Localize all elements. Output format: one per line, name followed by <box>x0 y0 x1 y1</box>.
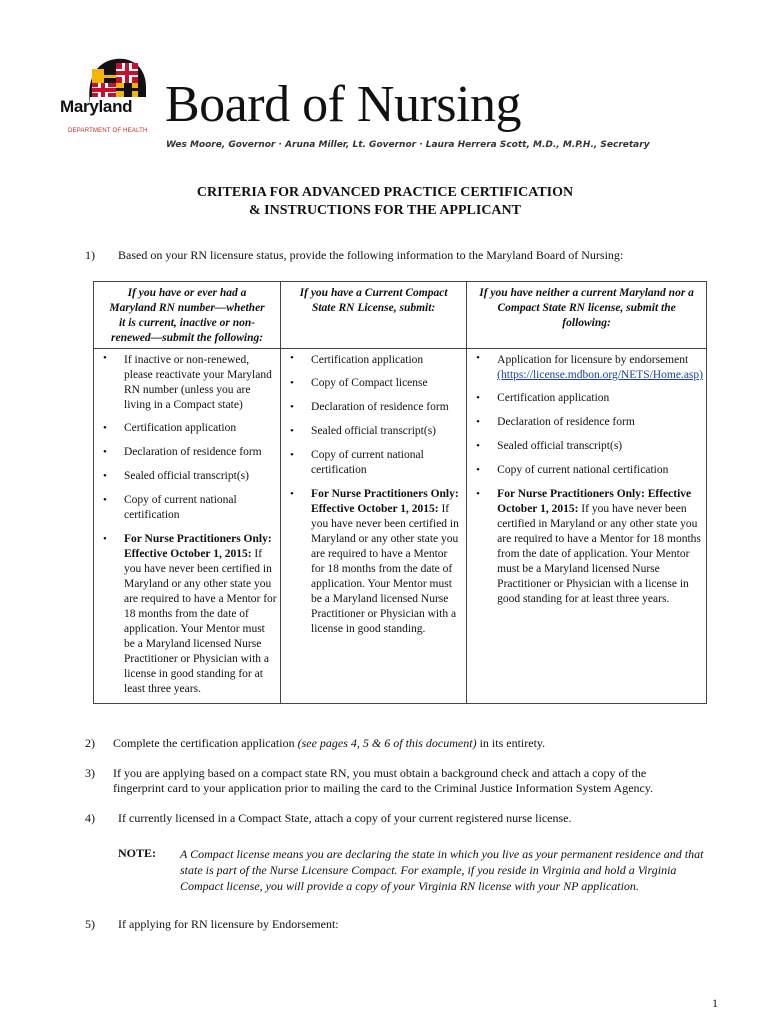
col1-list <box>97 351 277 701</box>
item-3-line1: If you are applying based on a compact state RN, you must obtain a background check and attach a copy of the <box>113 766 647 780</box>
logo-department: DEPARTMENT OF HEALTH <box>68 128 148 134</box>
col2-list <box>284 351 463 637</box>
page-number: 1 <box>712 996 718 1010</box>
page-title: Board of Nursing <box>165 76 521 133</box>
item-5-number: 5) <box>85 917 95 931</box>
item-2-text: Complete the certification application (see pages 4, 5 & 6 of this document) in its entirety. <box>113 736 546 750</box>
list-item: • For Nurse Practitioners Only: Effective October 1, 2015: If you have never been certified in Maryland or any other state you are required to have a Mentor for 18 months from the date of application. Your Mentor must be a Maryland licensed Nurse Practitioner or Physician with a license in good standing for at least three years. <box>97 532 277 701</box>
list-item: • Sealed official transcript(s) <box>284 424 463 439</box>
list-item: • Certification application <box>284 351 463 368</box>
list-item: • For Nurse Practitioners Only: Effective October 1, 2015: If you have never been certified in Maryland or any other state you are required to have a Mentor for 18 months from the date of application. Your Mentor must be a Maryland licensed Nurse Practitioner or Physician with a license in good standing. <box>284 487 463 637</box>
list-item: • Copy of current national certification <box>470 463 703 478</box>
list-item: • Sealed official transcript(s) <box>470 439 703 454</box>
item-3-line2: fingerprint card to your application prior to mailing the card to the Criminal Justice Information System Agency. <box>113 781 654 795</box>
maryland-logo <box>60 57 160 137</box>
list-item: • Certification application <box>97 421 277 436</box>
list-item: • Copy of Compact license <box>284 376 463 391</box>
item-4-text: If currently licensed in a Compact State, attach a copy of your current registered nurse license. <box>118 811 572 825</box>
document-title-line2: & INSTRUCTIONS FOR THE APPLICANT <box>248 203 521 218</box>
list-item: • Declaration of residence form <box>284 400 463 415</box>
item-1-text: Based on your RN licensure status, provide the following information to the Maryland Board of Nursing: <box>118 248 624 262</box>
item-1-number: 1) <box>85 248 95 262</box>
col2-body <box>281 349 467 704</box>
logo-wordmark: Maryland <box>60 97 133 116</box>
item-4-number: 4) <box>85 811 95 825</box>
col3-list <box>470 351 703 607</box>
col1-body <box>94 349 281 704</box>
list-item: • Copy of current national certification <box>284 448 463 478</box>
col2-header-cell <box>281 282 467 349</box>
criteria-table <box>93 281 707 704</box>
note-text: A Compact license means you are declaring the state in which you live as your permanent residence and that state is part of the Nurse Licensure Compact. For example, if you reside in Virginia and hold a Virginia Compact license, you will provide a copy of your Virginia RN license with your NP application. <box>180 847 704 893</box>
list-item: • If inactive or non-renewed, please reactivate your Maryland RN number (unless you are living in a Compact state) <box>97 351 277 413</box>
list-item: • Application for licensure by endorsement (https://license.mdbon.org/NETS/Home.asp) <box>470 351 703 383</box>
note-label: NOTE: <box>118 846 157 860</box>
document-title-line1: CRITERIA FOR ADVANCED PRACTICE CERTIFICATION <box>196 185 574 200</box>
list-item: • For Nurse Practitioners Only: Effective October 1, 2015: If you have never been certified in Maryland or any other state you are required to have a Mentor for 18 months from the date of application. Your Mentor must be a Maryland licensed Nurse Practitioner or Physician with a license in good standing for at least three years. <box>470 487 703 607</box>
item-2-number: 2) <box>85 736 95 750</box>
col3-header: If you have neither a current Maryland nor a Compact State RN license, submit the following: <box>479 287 694 329</box>
list-item: • Sealed official transcript(s) <box>97 469 277 484</box>
col3-body <box>467 349 707 704</box>
list-item: • Copy of current national certification <box>97 493 277 523</box>
item-5-text: If applying for RN licensure by Endorsement: <box>118 917 339 931</box>
list-item: • Declaration of residence form <box>470 415 703 430</box>
officials-line: Wes Moore, Governor · Aruna Miller, Lt. Governor · Laura Herrera Scott, M.D., M.P.H., Secretary <box>166 140 650 150</box>
col3-header-cell <box>467 282 707 349</box>
endorsement-link[interactable]: (https://license.mdbon.org/NETS/Home.asp) <box>497 369 703 381</box>
list-item: • Declaration of residence form <box>97 445 277 460</box>
item-3-number: 3) <box>85 766 95 780</box>
col2-header: If you have a Current Compact State RN License, submit: <box>299 287 448 314</box>
col1-header: If you have or ever had a Maryland RN number—whether it is current, inactive or non-renewed—submit the following: <box>109 287 265 344</box>
list-item: • Certification application <box>470 391 703 406</box>
col1-header-cell <box>94 282 281 349</box>
